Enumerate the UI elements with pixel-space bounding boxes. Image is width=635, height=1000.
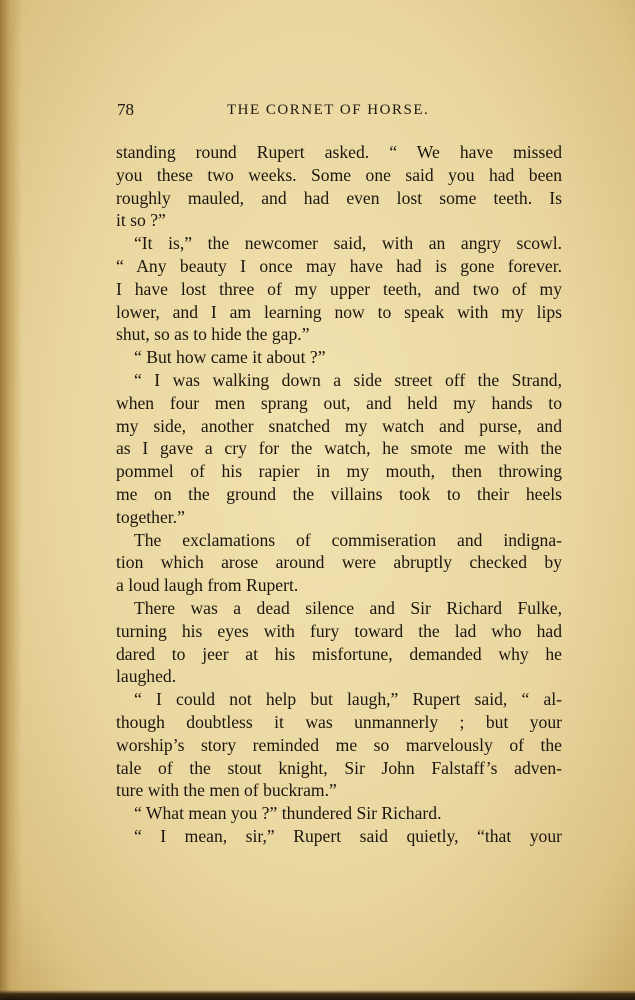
text-line: turning his eyes with fury toward the lad who had: [116, 620, 562, 641]
text-line: lower, and I am learning now to speak with my lips: [116, 301, 562, 322]
text-line: my side, another snatched my watch and purse, and: [116, 415, 562, 436]
text-line: There was a dead silence and Sir Richard Fulke,: [134, 597, 562, 618]
text-line: as I gave a cry for the watch, he smote me with the: [116, 438, 562, 459]
text-line: The exclamations of commiseration and indigna-: [134, 529, 562, 550]
text-line: dared to jeer at his misfortune, demanded why he: [116, 643, 562, 664]
body-text: [116, 141, 562, 848]
text-line: pommel of his rapier in my mouth, then throwing: [116, 461, 562, 482]
text-line: me on the ground the villains took to their heels: [116, 483, 562, 504]
text-line: it so ?”: [116, 210, 166, 231]
text-line: laughed.: [116, 666, 177, 687]
text-line: worship’s story reminded me so marvelously of the: [116, 734, 562, 755]
text-line: you these two weeks. Some one said you had been: [116, 164, 562, 185]
text-line: “ Any beauty I once may have had is gone forever.: [116, 255, 562, 276]
text-line: though doubtless it was unmannerly ; but your: [116, 711, 562, 732]
text-line: “ What mean you ?” thundered Sir Richard.: [134, 803, 442, 824]
text-line: roughly mauled, and had even lost some teeth. Is: [116, 187, 562, 208]
text-line: “ But how came it about ?”: [134, 347, 326, 368]
text-line: tale of the stout knight, Sir John Falstaff’s adven-: [116, 757, 562, 778]
text-line: standing round Rupert asked. “ We have missed: [116, 142, 562, 162]
text-line: shut, so as to hide the gap.”: [116, 324, 310, 345]
text-line: when four men sprang out, and held my hands to: [116, 392, 562, 413]
text-line: together.”: [116, 506, 185, 527]
text-line: “ I could not help but laugh,” Rupert said, “ al-: [134, 689, 562, 710]
text-line: “ I was walking down a side street off the Strand,: [134, 369, 562, 390]
text-line: I have lost three of my upper teeth, and two of my: [116, 278, 562, 299]
text-line: “ I mean, sir,” Rupert said quietly, “that your: [134, 825, 562, 846]
page-header: [117, 100, 562, 124]
page-number: 78: [117, 100, 134, 119]
text-line: “It is,” the newcomer said, with an angry scowl.: [134, 233, 562, 254]
running-title: THE CORNET OF HORSE.: [227, 102, 430, 118]
text-line: a loud laugh from Rupert.: [116, 575, 299, 596]
text-line: ture with the men of buckram.”: [116, 780, 337, 801]
text-line: tion which arose around were abruptly checked by: [116, 552, 562, 573]
